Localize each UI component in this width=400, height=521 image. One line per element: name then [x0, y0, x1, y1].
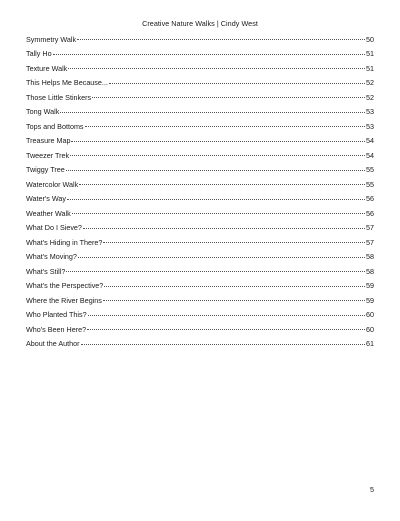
toc-entry-page-number: 54 — [366, 150, 374, 160]
toc-entry[interactable] — [26, 76, 374, 91]
dot-leader — [70, 155, 365, 156]
toc-entry-title: What's Hiding in There? — [26, 237, 103, 247]
toc-entry-page-number: 57 — [366, 237, 374, 247]
toc-entry-title: Treasure Map — [26, 136, 71, 145]
toc-entry[interactable] — [26, 62, 374, 77]
toc-entry[interactable] — [26, 279, 374, 294]
toc-entry-title: Texture Walk — [26, 63, 68, 73]
dot-leader — [87, 329, 365, 330]
toc-entry[interactable] — [26, 192, 374, 207]
toc-entry-page-number: 61 — [366, 339, 374, 348]
toc-entry-page-number: 54 — [366, 136, 374, 145]
dot-leader — [104, 286, 365, 287]
toc-entry-title: This Helps Me Because... — [26, 78, 108, 87]
toc-entry-title: Tops and Bottoms — [26, 121, 84, 131]
toc-entry[interactable] — [26, 120, 374, 135]
toc-entry-title: Tally Ho — [26, 49, 52, 58]
dot-leader — [109, 83, 365, 84]
toc-entry-title: Tweezer Trek — [26, 150, 70, 160]
toc-entry-page-number: 57 — [366, 223, 374, 232]
toc-entry-page-number: 51 — [366, 63, 374, 73]
toc-entry[interactable] — [26, 221, 374, 236]
toc-entry-title: Water's Way — [26, 194, 66, 203]
toc-entry-title: Symmetry Walk — [26, 34, 77, 44]
dot-leader — [67, 199, 365, 200]
toc-entry-page-number: 51 — [366, 49, 374, 58]
toc-entry[interactable] — [26, 265, 374, 280]
toc-entry[interactable] — [26, 149, 374, 164]
dot-leader — [53, 54, 365, 55]
dot-leader — [83, 228, 365, 229]
toc-entry-page-number: 55 — [366, 179, 374, 189]
toc-entry-title: What's Still? — [26, 266, 66, 276]
toc-entry-title: What's the Perspective? — [26, 281, 104, 290]
dot-leader — [77, 39, 365, 40]
toc-entry-title: Those Little Stinkers — [26, 92, 92, 102]
toc-entry-page-number: 58 — [366, 266, 374, 276]
toc-entry[interactable] — [26, 294, 374, 309]
dot-leader — [103, 300, 365, 301]
toc-entry-title: Who's Been Here? — [26, 324, 87, 334]
toc-entry-page-number: 58 — [366, 252, 374, 261]
table-of-contents — [26, 33, 374, 352]
page-number: 5 — [370, 485, 374, 494]
toc-entry[interactable] — [26, 250, 374, 265]
toc-entry-page-number: 50 — [366, 34, 374, 44]
toc-entry-title: Twiggy Tree — [26, 165, 65, 174]
toc-entry-title: What's Moving? — [26, 252, 77, 261]
toc-entry[interactable] — [26, 33, 374, 48]
toc-entry[interactable] — [26, 163, 374, 178]
dot-leader — [103, 242, 365, 243]
toc-entry-page-number: 55 — [366, 165, 374, 174]
toc-entry[interactable] — [26, 308, 374, 323]
toc-entry-page-number: 52 — [366, 92, 374, 102]
toc-entry-title: Who Planted This? — [26, 310, 87, 319]
dot-leader — [81, 344, 365, 345]
toc-entry-title: Weather Walk — [26, 208, 71, 218]
toc-entry[interactable] — [26, 134, 374, 149]
dot-leader — [68, 68, 365, 69]
toc-entry-page-number: 59 — [366, 281, 374, 290]
dot-leader — [85, 126, 365, 127]
toc-entry-page-number: 56 — [366, 208, 374, 218]
toc-entry-title: Watercolor Walk — [26, 179, 79, 189]
toc-entry-page-number: 52 — [366, 78, 374, 87]
toc-entry-page-number: 53 — [366, 107, 374, 116]
dot-leader — [66, 271, 365, 272]
toc-entry[interactable] — [26, 47, 374, 62]
dot-leader — [92, 97, 365, 98]
toc-entry-title: What Do I Sieve? — [26, 223, 82, 232]
toc-entry-page-number: 59 — [366, 295, 374, 305]
toc-entry[interactable] — [26, 105, 374, 120]
dot-leader — [88, 315, 365, 316]
dot-leader — [66, 170, 365, 171]
toc-entry-page-number: 60 — [366, 310, 374, 319]
toc-entry[interactable] — [26, 91, 374, 106]
running-header: Creative Nature Walks | Cindy West — [142, 19, 258, 28]
toc-entry[interactable] — [26, 236, 374, 251]
toc-entry[interactable] — [26, 178, 374, 193]
toc-entry-page-number: 60 — [366, 324, 374, 334]
toc-entry-title: About the Author — [26, 339, 80, 348]
dot-leader — [60, 112, 365, 113]
toc-entry-title: Where the River Begins — [26, 295, 102, 305]
toc-entry[interactable] — [26, 323, 374, 338]
toc-entry[interactable] — [26, 337, 374, 352]
dot-leader — [78, 257, 365, 258]
toc-entry-title: Tong Walk — [26, 107, 60, 116]
toc-entry-page-number: 56 — [366, 194, 374, 203]
dot-leader — [72, 213, 365, 214]
toc-entry-page-number: 53 — [366, 121, 374, 131]
dot-leader — [79, 184, 365, 185]
dot-leader — [71, 141, 365, 142]
toc-entry[interactable] — [26, 207, 374, 222]
